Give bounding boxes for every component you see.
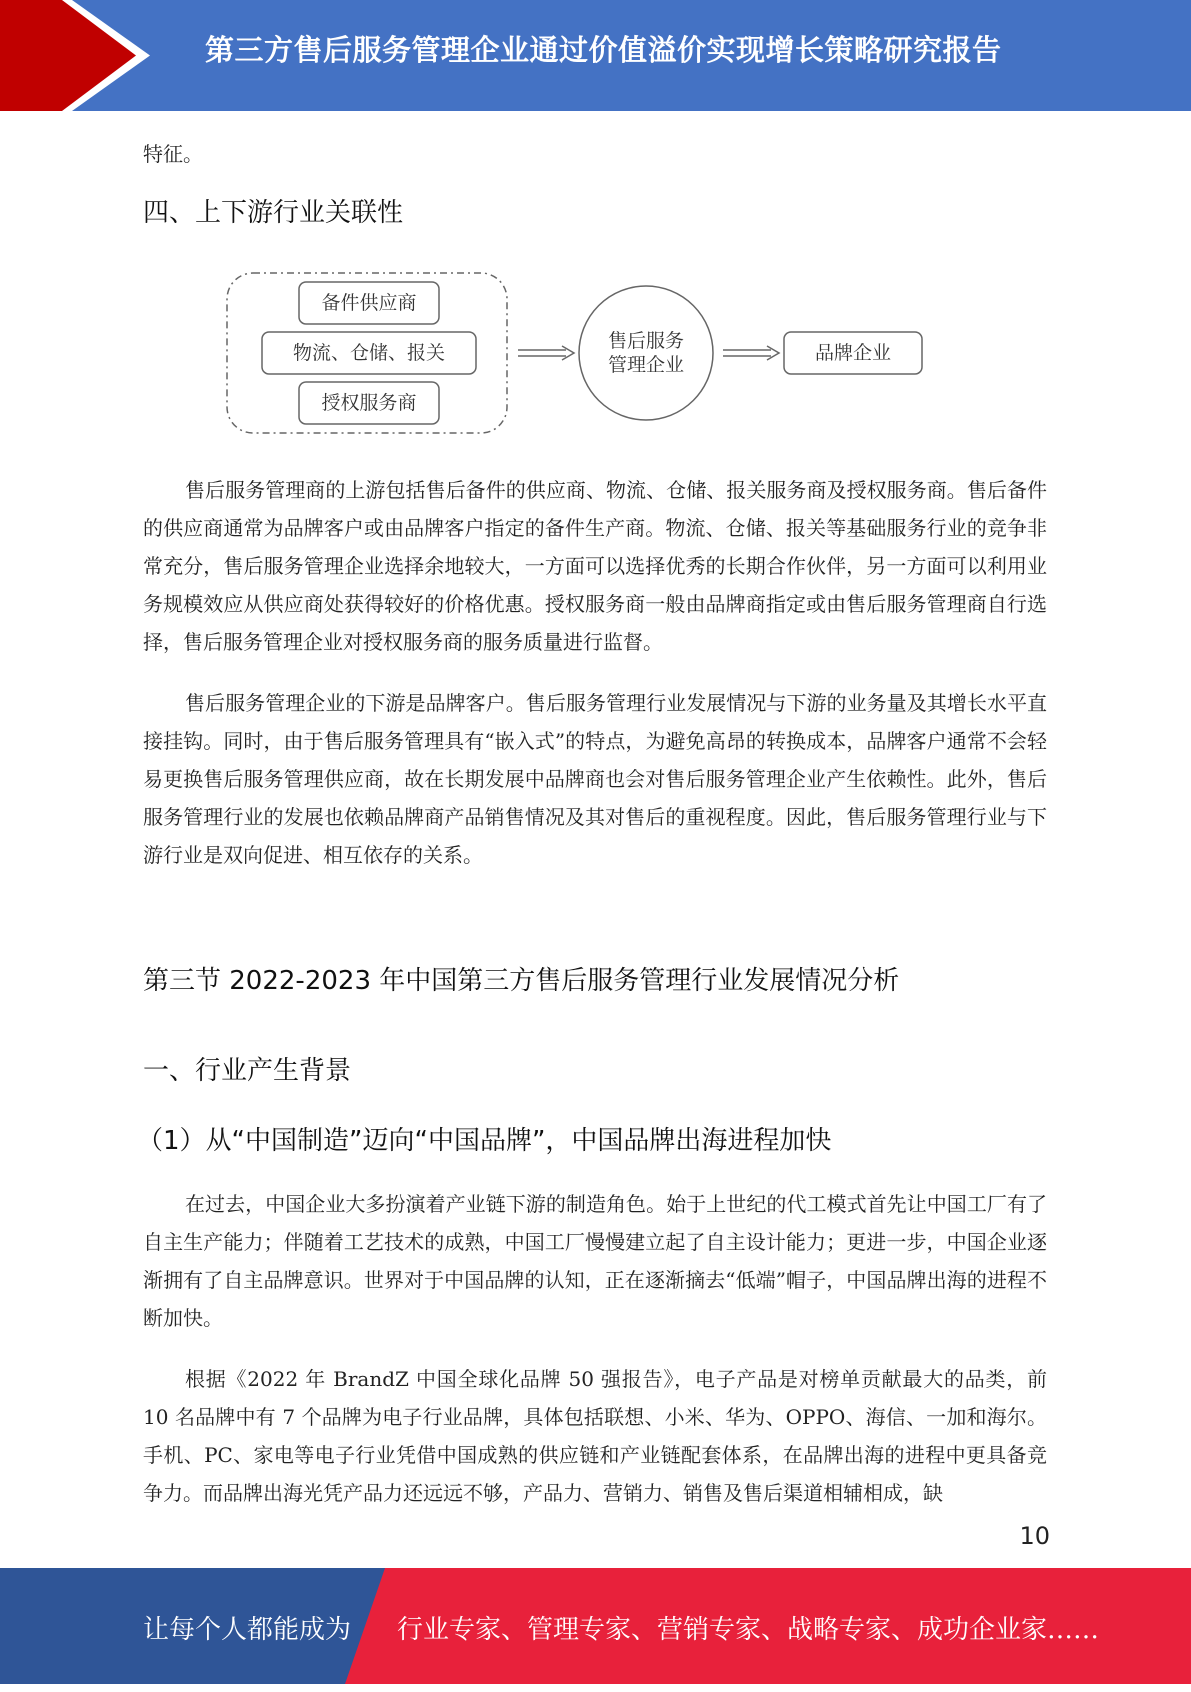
node-after-sales-company <box>579 326 713 380</box>
page-footer <box>0 1568 1191 1684</box>
section3-sub1-heading: 一、行业产生背景 <box>143 1056 352 1086</box>
node-parts-supplier: 备件供应商 <box>321 292 417 314</box>
section3-sub2-heading: （1）从“中国制造”迈向“中国品牌”，中国品牌出海进程加快 <box>137 1126 832 1156</box>
node-authorized-service: 授权服务商 <box>321 392 417 414</box>
intro-tail-text: 特征。 <box>143 142 203 166</box>
page-number: 10 <box>1019 1522 1050 1550</box>
header-title: 第三方售后服务管理企业通过价值溢价实现增长策略研究报告 <box>205 33 1002 67</box>
node-center-line1: 售后服务 <box>607 330 684 352</box>
arrow-center-to-downstream-icon <box>723 346 779 360</box>
section3-paragraph-2: 根据《2022 年 BrandZ 中国全球化品牌 50 强报告》，电子产品是对榜单贡献最大的品类，前 10 名品牌中有 7 个品牌为电子行业品牌，具体包括联想、小米、华为、OPPO、海信、一加和海尔。手机、PC、家电等电子行业凭借中国成熟的供应链和产业链配套体系，在品牌出海的进程中更具备竞争力。而品牌出海光凭产品力还远远不够，产品力、营销力、销售及售后渠道相辅相成，缺 <box>143 1367 1047 1505</box>
section3-heading: 第三节 2022-2023 年中国第三方售后服务管理行业发展情况分析 <box>143 966 900 996</box>
page-header <box>0 0 1191 111</box>
section4-paragraph-1: 售后服务管理商的上游包括售后备件的供应商、物流、仓储、报关服务商及授权服务商。售后备件的供应商通常为品牌客户或由品牌客户指定的备件生产商。物流、仓储、报关等基础服务行业的竞争非常充分，售后服务管理企业选择余地较大，一方面可以选择优秀的长期合作伙伴，另一方面可以利用业务规模效应从供应商处获得较好的价格优惠。授权服务商一般由品牌商指定或由售后服务管理商自行选择，售后服务管理企业对授权服务商的服务质量进行监督。 <box>143 478 1047 654</box>
industry-chain-diagram <box>222 268 932 438</box>
node-brand-company: 品牌企业 <box>814 342 891 364</box>
node-logistics: 物流、仓储、报关 <box>292 342 445 364</box>
section3-paragraph-1: 在过去，中国企业大多扮演着产业链下游的制造角色。始于上世纪的代工模式首先让中国工厂有了自主生产能力；伴随着工艺技术的成熟，中国工厂慢慢建立起了自主设计能力；更进一步，中国企业逐渐拥有了自主品牌意识。世界对于中国品牌的认知，正在逐渐摘去“低端”帽子，中国品牌出海的进程不断加快。 <box>143 1192 1047 1330</box>
header-arrow-icon <box>0 0 150 111</box>
node-center-line2: 管理企业 <box>607 354 684 376</box>
footer-slogan-left: 让每个人都能成为 <box>143 1615 352 1645</box>
arrow-upstream-to-center-icon <box>518 346 574 360</box>
footer-slogan-right: 行业专家、管理专家、营销专家、战略专家、成功企业家…… <box>397 1615 1100 1645</box>
section4-paragraph-2: 售后服务管理企业的下游是品牌客户。售后服务管理行业发展情况与下游的业务量及其增长水平直接挂钩。同时，由于售后服务管理具有“嵌入式”的特点，为避免高昂的转换成本，品牌客户通常不会轻易更换售后服务管理供应商，故在长期发展中品牌商也会对售后服务管理企业产生依赖性。此外，售后服务管理行业的发展也依赖品牌商产品销售情况及其对售后的重视程度。因此，售后服务管理行业与下游行业是双向促进、相互依存的关系。 <box>143 691 1047 867</box>
section4-heading: 四、上下游行业关联性 <box>143 198 404 228</box>
